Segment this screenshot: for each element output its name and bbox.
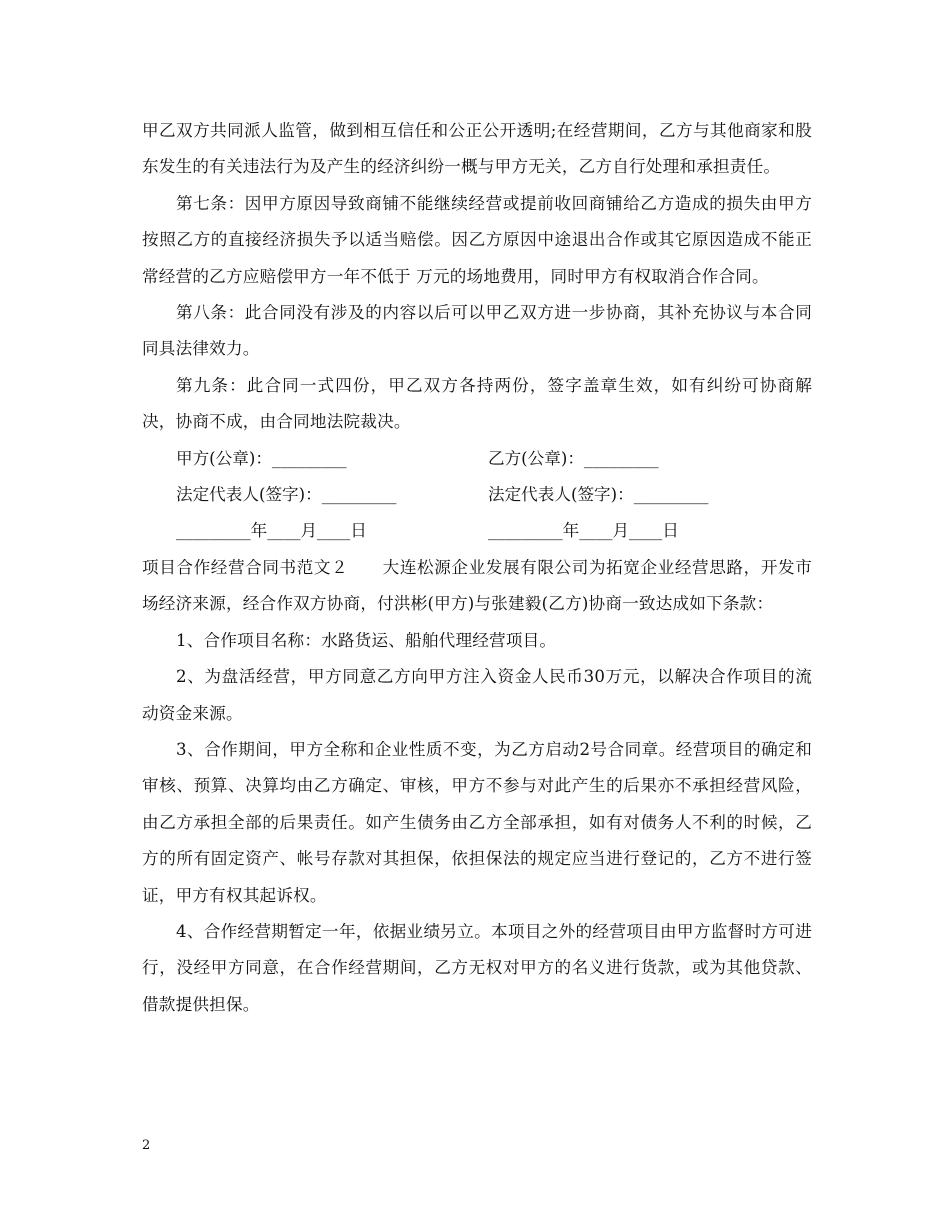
party-b-representative: 法定代表人(签字)：_________: [488, 485, 709, 505]
document-body: [142, 113, 812, 1023]
p-clause-3: 3、合作期间，甲方全称和企业性质不变，为乙方启动2号合同章。经营项目的确定和审核、预算、决算均由乙方确定、审核，甲方不参与对此产生的后果亦不承担经营风险，由乙方承担全部的后果责任。如产生债务由乙方全部承担，如有对债务人不利的时候，乙方的所有固定资产、帐号存款对其担保，依担保法的规定应当进行登记的，乙方不进行签证，甲方有权其起诉权。: [142, 739, 812, 905]
signature-row-seal: [142, 441, 812, 477]
paragraphs-bottom: [142, 550, 812, 1023]
party-a-seal: 甲方(公章)：_________: [176, 448, 347, 468]
party-a-representative: 法定代表人(签字)：_________: [176, 485, 397, 505]
p-clause-2: 2、为盘活经营，甲方同意乙方向甲方注入资金人民币30万元，以解决合作项目的流动资金来源。: [142, 667, 812, 723]
page-number: 2: [142, 1138, 151, 1153]
party-b-date: _________年____月____日: [488, 521, 679, 541]
party-a-date: _________年____月____日: [176, 521, 367, 541]
party-b-seal: 乙方(公章)：_________: [488, 448, 659, 468]
signature-row-representative: [142, 477, 812, 513]
p-article-7: 第七条：因甲方原因导致商铺不能继续经营或提前收回商铺给乙方造成的损失由甲方按照乙方的直接经济损失予以适当赔偿。因乙方原因中途退出合作或其它原因造成不能正常经营的乙方应赔偿甲方一年不低于 万元的场地费用，同时甲方有权取消合作合同。: [142, 193, 812, 286]
p-clause-1: 1、合作项目名称：水路货运、船舶代理经营项目。: [176, 630, 557, 650]
p-clause-4: 4、合作经营期暂定一年，依据业绩另立。本项目之外的经营项目由甲方监督时方可进行，没经甲方同意，在合作经营期间，乙方无权对甲方的名义进行货款，或为其他贷款、借款提供担保。: [142, 921, 812, 1014]
p-article-9: 第九条：此合同一式四份，甲乙双方各持两份，签字盖章生效，如有纠纷可协商解决，协商不成，由合同地法院裁决。: [142, 375, 812, 432]
p-sample-2-intro: 项目合作经营合同书范文２ 大连松源企业发展有限公司为拓宽企业经营思路，开发市场经济来源，经合作双方协商，付洪彬(甲方)与张建毅(乙方)协商一致达成如下条款：: [142, 557, 812, 614]
signature-block: [142, 441, 812, 550]
p-article-8: 第八条：此合同没有涉及的内容以后可以甲乙双方进一步协商，其补充协议与本合同同具法律效力。: [142, 303, 812, 359]
p-supervision: 甲乙双方共同派人监管，做到相互信任和公正公开透明;在经营期间，乙方与其他商家和股东发生的有关违法行为及产生的经济纠纷一概与甲方无关，乙方自行处理和承担责任。: [142, 121, 812, 177]
paragraphs-top: [142, 113, 812, 441]
signature-row-date: [142, 513, 812, 549]
